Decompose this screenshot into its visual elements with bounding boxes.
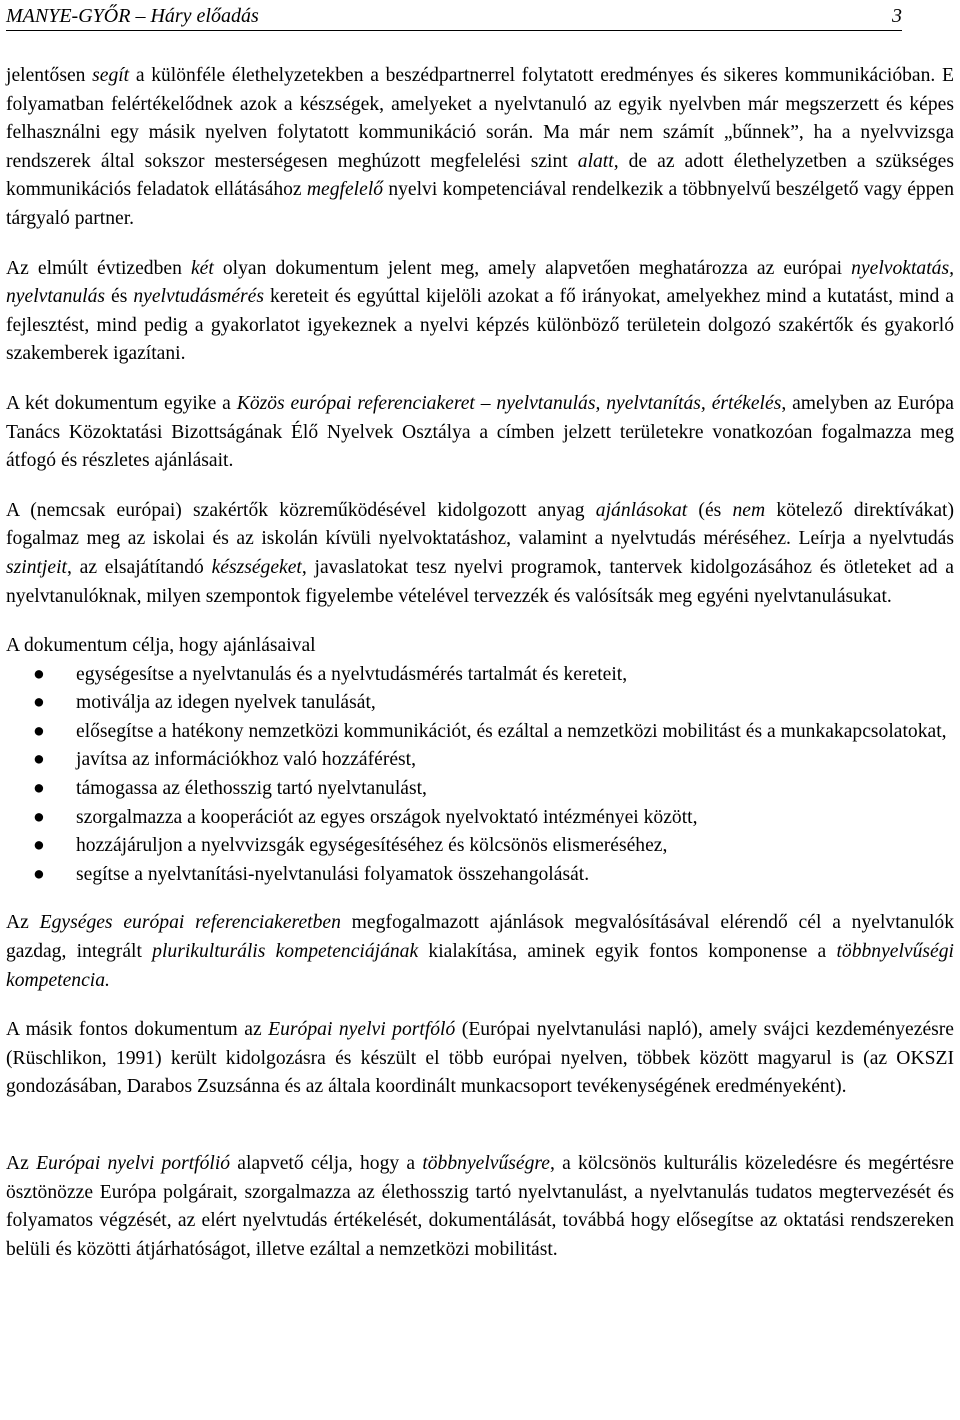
paragraph-6: Az Egységes európai referenciakeretben megfogalmazott ajánlások megvalósításával elérendő cél a nyelvtanulók gazdag, integrált plurikulturális kompetenciájának kialakítása, aminek egyik fontos komponense a többnyelvűségi kompetencia. [6, 912, 954, 991]
list-item: ● egységesítse a nyelvtanulás és a nyelvtudásmérés tartalmát és kereteit, [6, 661, 954, 690]
paragraph-2: Az elmúlt évtizedben két olyan dokumentum jelent meg, amely alapvetően meghatározza az európai nyelvoktatás, nyelvtanulás és nyelvtudásmérés kereteit és egyúttal kijelöli azokat a fő irányokat, amelyekhez mind a kutatást, mind a fejlesztést, mind pedig a gyakorlatot igyekeznek a nyelvi képzés különböző területein dolgozó szakértők és gyakorló szakemberek igazítani. [6, 257, 955, 365]
bullet-icon: ● [33, 778, 45, 800]
list-item: ● szorgalmazza a kooperációt az egyes országok nyelvoktató intézményei között, [6, 804, 954, 833]
bullet-icon: ● [33, 720, 45, 742]
list-item: ● támogassa az élethosszig tartó nyelvtanulást, [6, 775, 954, 804]
page-header [6, 2, 902, 31]
bullet-icon: ● [33, 863, 45, 885]
list-item: ● motiválja az idegen nyelvek tanulását, [6, 689, 954, 718]
bullet-icon: ● [33, 835, 45, 857]
document-body [6, 62, 954, 1285]
list-item: ● hozzájáruljon a nyelvvizsgák egységesítéséhez és kölcsönös elismeréséhez, [6, 832, 954, 861]
header-title: MANYE-GYŐR – Háry előadás [6, 5, 259, 27]
paragraph-5-intro: A dokumentum célja, hogy ajánlásaival [6, 635, 316, 657]
paragraph-8: Az Európai nyelvi portfólió alapvető célja, hogy a többnyelvűségre, a kölcsönös kulturális közeledésre és megértésre ösztönözze Európa polgárait, szorgalmazza az élethosszig tartó nyelvtanulást, a nyelvtanulás tudatos megtervezését és folyamatos végzését, az elért nyelvtudás értékelését, dokumentálását, továbbá hogy elősegítse az oktatási rendszereken belüli és közötti átjárhatóságot, illetve ezáltal a nemzetközi mobilitást. [6, 1153, 955, 1260]
paragraph-7: A másik fontos dokumentum az Európai nyelvi portfóló (Európai nyelvtanulási napló), amely svájci kezdeményezésre (Rüschlikon, 1991) került kidolgozásra és készült el több európai nyelven, többek között magyarul is (az OKSZI gondozásában, Darabos Zsuzsánna és az általa koordinált munkacsoport tevékenységének eredményeként). [6, 1019, 954, 1098]
goals-list [6, 661, 954, 890]
bullet-icon: ● [33, 663, 45, 685]
bullet-icon: ● [33, 692, 45, 714]
bullet-icon: ● [33, 806, 45, 828]
paragraph-3: A két dokumentum egyike a Közös európai referenciakeret – nyelvtanulás, nyelvtanítás, értékelés, amelyben az Európa Tanács Közoktatási Bizottságának Élő Nyelvek Osztálya a címben jelzett területekre vonatkozóan fogalmazza meg átfogó és részletes ajánlásait. [6, 392, 955, 472]
bullet-icon: ● [33, 749, 45, 771]
page-number: 3 [892, 5, 902, 27]
list-item: ● elősegítse a hatékony nemzetközi kommunikációt, és ezáltal a nemzetközi mobilitást és a munkakapcsolatokat, [6, 718, 954, 747]
paragraph-1: jelentősen segít a különféle élethelyzetekben a beszédpartnerrel folytatott eredményes és sikeres kommunikációban. E folyamatban felértékelődnek azok a készségek, amelyeket a nyelvtanuló az egyik nyelvben már megszerzett és képes felhasználni egy másik nyelven folytatott kommunikáció során. Ma már nem számít „bűnnek”, ha a nyelvvizsga rendszerek által sokszor mesterségesen meghúzott megfelelési szint alatt, de az adott élethelyzetben a szükséges kommunikációs feladatok ellátásához megfelelő nyelvi kompetenciával rendelkezik a többnyelvű beszélgető vagy éppen tárgyaló partner. [6, 65, 954, 229]
paragraph-4: A (nemcsak európai) szakértők közreműködésével kidolgozott anyag ajánlásokat (és nem kötelező direktívákat) fogalmaz meg az iskolai és az iskolán kívüli nyelvoktatáshoz, valamint a nyelvtudás méréséhez. Leírja a nyelvtudás szintjeit, az elsajátítandó készségeket, javaslatokat tesz nyelvi programok, tantervek kidolgozásához és ötleteket ad a nyelvtanulóknak, milyen szempontok figyelembe vételével tervezzék és valósítsák meg egyéni nyelvtanulásukat. [6, 499, 954, 607]
list-item: ● javítsa az információkhoz való hozzáférést, [6, 746, 954, 775]
list-item: ● segítse a nyelvtanítási-nyelvtanulási folyamatok összehangolását. [6, 861, 954, 890]
